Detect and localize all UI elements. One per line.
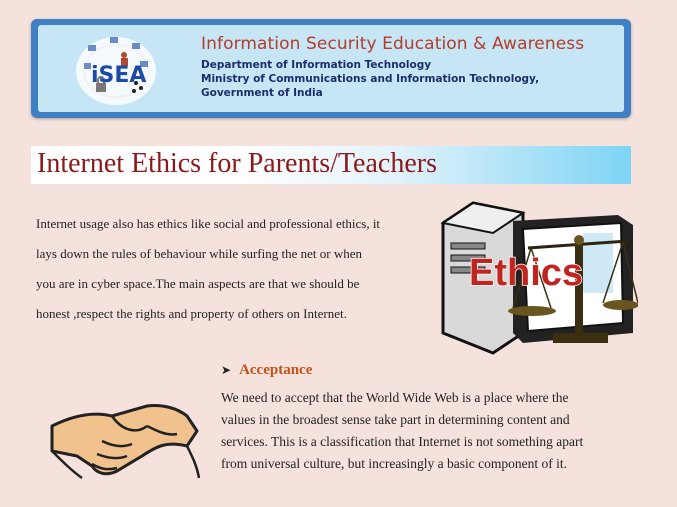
header-banner-inner <box>38 25 624 112</box>
org-subtitle <box>201 58 539 100</box>
intro-line: lays down the rules of behaviour while surfing the net or when <box>36 246 363 261</box>
ethics-computer-scales-image <box>433 193 638 358</box>
section-body-acceptance <box>221 387 641 475</box>
section-heading-text: Acceptance <box>239 362 313 378</box>
org-title: Information Security Education & Awareness <box>201 34 585 54</box>
section-line: from universal culture, but increasingly a basic component of it. <box>221 456 568 471</box>
bullet-arrow-icon: ➤ <box>221 363 232 377</box>
section-line: We need to accept that the World Wide Web is a place where the <box>221 390 569 405</box>
title-bar <box>31 146 631 184</box>
header-banner <box>31 19 631 118</box>
org-line-department: Department of Information Technology <box>201 59 432 71</box>
org-line-ministry: Ministry of Communications and Information Technology, <box>201 73 540 85</box>
section-line: values in the broadest sense take part in determining content and <box>221 412 570 427</box>
intro-paragraph <box>36 209 442 329</box>
org-line-government: Government of India <box>201 87 323 99</box>
page-title: Internet Ethics for Parents/Teachers <box>37 148 437 179</box>
intro-line: honest ,respect the rights and property of others on Internet. <box>36 306 347 321</box>
intro-line: Internet usage also has ethics like social and professional ethics, it <box>36 216 381 231</box>
ethics-image-text: Ethics <box>469 252 584 294</box>
logo-text: iSEA <box>91 63 147 88</box>
section-heading-acceptance <box>221 362 312 379</box>
handshake-image <box>47 386 202 491</box>
isea-logo <box>74 33 158 107</box>
section-line: services. This is a classification that Internet is not something apart <box>221 434 584 449</box>
intro-line: you are in cyber space.The main aspects are that we should be <box>36 276 360 291</box>
